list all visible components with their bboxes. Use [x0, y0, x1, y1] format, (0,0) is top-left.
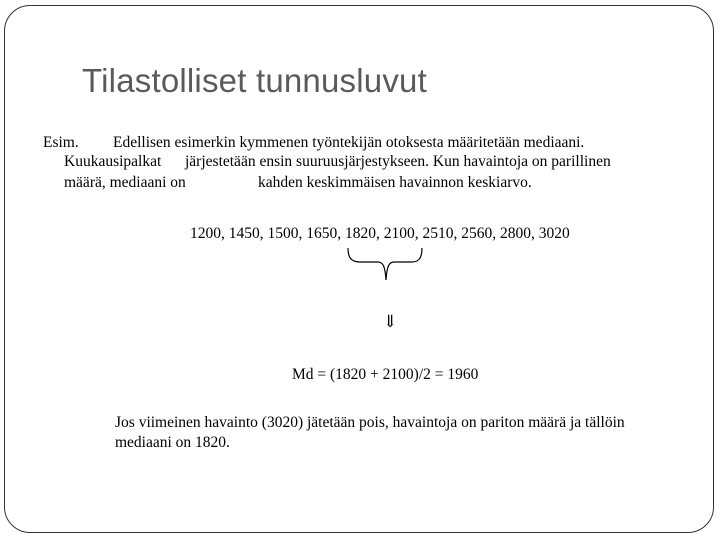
- example-line-1: Edellisen esimerkin kymmenen työntekijän otoksesta määritetään mediaani.: [113, 134, 585, 151]
- slide-title: Tilastolliset tunnusluvut: [82, 62, 427, 99]
- example-line-2a: Kuukausipalkat: [64, 153, 162, 170]
- down-arrow-icon: ⇓: [383, 312, 398, 331]
- note-line-2: mediaani on 1820.: [115, 434, 230, 451]
- example-line-2b: järjestetään ensin suuruusjärjestykseen. Kun havaintoja on parillinen: [185, 153, 611, 170]
- sorted-sequence: 1200, 1450, 1500, 1650, 1820, 2100, 2510, 2560, 2800, 3020: [190, 225, 570, 242]
- brace-icon: [340, 246, 430, 282]
- example-line-3b: kahden keskimmäisen havainnon keskiarvo.: [258, 174, 532, 191]
- note-line-1: Jos viimeinen havainto (3020) jätetään pois, havaintoja on pariton määrä ja tällöin: [115, 414, 625, 431]
- example-line-3a: määrä, mediaani on: [64, 174, 186, 191]
- median-formula: Md = (1820 + 2100)/2 = 1960: [292, 366, 479, 383]
- example-label: Esim.: [43, 134, 79, 151]
